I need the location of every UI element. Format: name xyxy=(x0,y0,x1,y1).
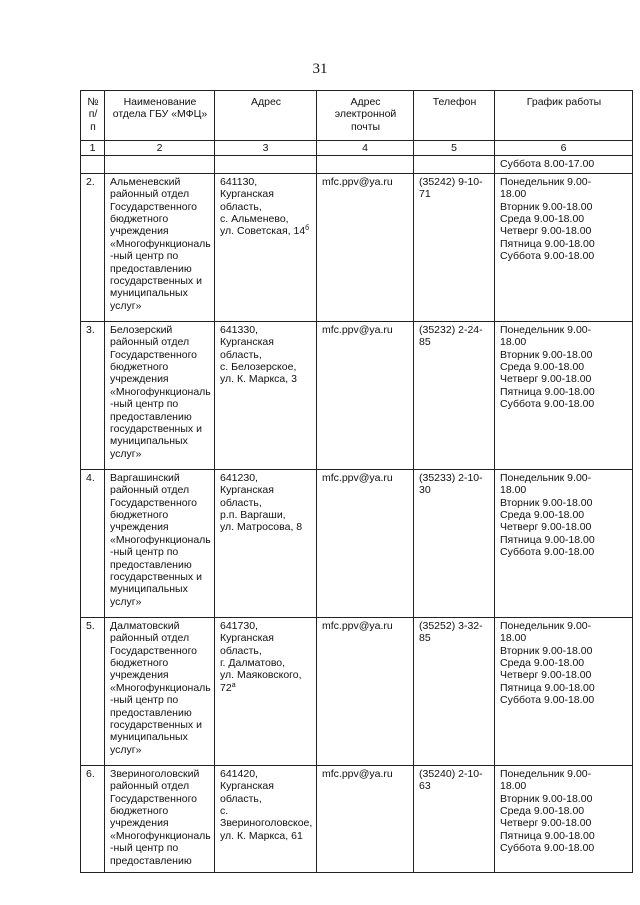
column-number: 6 xyxy=(495,141,633,156)
continuation-row xyxy=(81,156,633,173)
schedule-line: Четверг 9.00-18.00 xyxy=(500,225,592,238)
phone-cell: (35232) 2-24- 85 xyxy=(414,321,495,469)
schedule-cell xyxy=(495,765,633,872)
page-number: 31 xyxy=(312,61,328,77)
email-cell: mfc.ppv@ya.ru xyxy=(317,469,414,617)
address-text: 641420, Курганская область, с. Звериноголовское, ул. К. Маркса, 61 xyxy=(220,767,313,842)
schedule-line: Вторник 9.00-18.00 xyxy=(500,348,593,361)
schedule-line: Пятница 9.00-18.00 xyxy=(500,385,595,398)
address-superscript: б xyxy=(305,225,310,233)
header-num: № п/п xyxy=(81,91,105,141)
address-cell xyxy=(215,173,317,321)
column-number: 5 xyxy=(414,141,495,156)
schedule-line: Четверг 9.00-18.00 xyxy=(500,817,592,830)
row-number: 5. xyxy=(81,617,105,765)
table-row xyxy=(81,321,633,469)
department-name: Белозерский районный отдел Государственного бюджетного учреждения «Многофункциональ -ный центр по предоставлению государственных и муниципальных услуг» xyxy=(105,321,215,469)
continuation-schedule: Суббота 8.00-17.00 xyxy=(495,156,633,173)
department-name: Альменевский районный отдел Государственного бюджетного учреждения «Многофункциональ -ный центр по предоставлению государственных и муниципальных услуг» xyxy=(105,173,215,321)
schedule-line: Суббота 9.00-18.00 xyxy=(500,842,595,855)
row-number: 2. xyxy=(81,173,105,321)
address-text: 641130, Курганская область, с. Альменево, ул. Советская, 14 xyxy=(220,175,306,238)
mfc-departments-table xyxy=(80,90,633,873)
header-phone: Телефон xyxy=(414,91,495,141)
department-name: Варгашинский районный отдел Государственного бюджетного учреждения «Многофункциональ -ный центр по предоставлению государственных и муниципальных услуг» xyxy=(105,469,215,617)
column-numbers-row xyxy=(81,141,633,156)
schedule-line: Среда 9.00-18.00 xyxy=(500,213,585,226)
phone-cell: (35252) 3-32- 85 xyxy=(414,617,495,765)
schedule-line: Вторник 9.00-18.00 xyxy=(500,496,593,509)
address-cell xyxy=(215,321,317,469)
schedule-line: Понедельник 9.00- 18.00 xyxy=(500,619,592,645)
header-name: Наименование отдела ГБУ «МФЦ» xyxy=(105,91,215,141)
schedule-line: Суббота 9.00-18.00 xyxy=(500,250,595,263)
schedule-line: Пятница 9.00-18.00 xyxy=(500,237,595,250)
address-text: 641330, Курганская область, с. Белозерское, ул. К. Маркса, 3 xyxy=(220,323,297,386)
schedule-line: Понедельник 9.00- 18.00 xyxy=(500,767,592,793)
schedule-cell xyxy=(495,173,633,321)
schedule-line: Суббота 9.00-18.00 xyxy=(500,694,595,707)
table-row xyxy=(81,469,633,617)
table-row xyxy=(81,765,633,872)
schedule-cell xyxy=(495,321,633,469)
table-row xyxy=(81,173,633,321)
address-superscript: а xyxy=(231,681,236,689)
schedule-line: Пятница 9.00-18.00 xyxy=(500,829,595,842)
email-cell: mfc.ppv@ya.ru xyxy=(317,765,414,872)
schedule-line: Понедельник 9.00- 18.00 xyxy=(500,323,592,349)
schedule-line: Вторник 9.00-18.00 xyxy=(500,792,593,805)
schedule-line: Суббота 9.00-18.00 xyxy=(500,546,595,559)
schedule-line: Среда 9.00-18.00 xyxy=(500,361,585,374)
schedule-line: Четверг 9.00-18.00 xyxy=(500,669,592,682)
email-cell: mfc.ppv@ya.ru xyxy=(317,321,414,469)
phone-cell: (35240) 2-10- 63 xyxy=(414,765,495,872)
address-cell xyxy=(215,469,317,617)
column-number: 1 xyxy=(81,141,105,156)
department-name: Далматовский районный отдел Государственного бюджетного учреждения «Многофункциональ -ный центр по предоставлению государственных и муниципальных услуг» xyxy=(105,617,215,765)
address-text: 641230, Курганская область, р.п. Варгаши, ул. Матросова, 8 xyxy=(220,471,303,534)
address-cell xyxy=(215,765,317,872)
column-number: 2 xyxy=(105,141,215,156)
table-row xyxy=(81,617,633,765)
header-address: Адрес xyxy=(215,91,317,141)
header-schedule: График работы xyxy=(495,91,633,141)
column-number: 4 xyxy=(317,141,414,156)
schedule-line: Среда 9.00-18.00 xyxy=(500,805,585,818)
row-number: 3. xyxy=(81,321,105,469)
schedule-line: Четверг 9.00-18.00 xyxy=(500,373,592,386)
schedule-line: Среда 9.00-18.00 xyxy=(500,509,585,522)
schedule-line: Пятница 9.00-18.00 xyxy=(500,681,595,694)
phone-cell: (35233) 2-10- 30 xyxy=(414,469,495,617)
schedule-line: Понедельник 9.00- 18.00 xyxy=(500,175,592,201)
schedule-line: Вторник 9.00-18.00 xyxy=(500,644,593,657)
row-number: 6. xyxy=(81,765,105,872)
schedule-cell xyxy=(495,469,633,617)
schedule-cell xyxy=(495,617,633,765)
schedule-line: Пятница 9.00-18.00 xyxy=(500,533,595,546)
schedule-line: Суббота 9.00-18.00 xyxy=(500,398,595,411)
address-text: 641730, Курганская область, г. Далматово, ул. Маяковского, 72 xyxy=(220,619,302,694)
header-row xyxy=(81,91,633,141)
department-name: Звериноголовский районный отдел Государственного бюджетного учреждения «Многофункциональ -ный центр по предоставлению xyxy=(105,765,215,872)
phone-cell: (35242) 9-10- 71 xyxy=(414,173,495,321)
column-number: 3 xyxy=(215,141,317,156)
header-email: Адрес электронной почты xyxy=(317,91,414,141)
email-cell: mfc.ppv@ya.ru xyxy=(317,173,414,321)
schedule-line: Среда 9.00-18.00 xyxy=(500,657,585,670)
schedule-line: Вторник 9.00-18.00 xyxy=(500,200,593,213)
schedule-line: Четверг 9.00-18.00 xyxy=(500,521,592,534)
address-cell xyxy=(215,617,317,765)
email-cell: mfc.ppv@ya.ru xyxy=(317,617,414,765)
schedule-line: Понедельник 9.00- 18.00 xyxy=(500,471,592,497)
row-number: 4. xyxy=(81,469,105,617)
